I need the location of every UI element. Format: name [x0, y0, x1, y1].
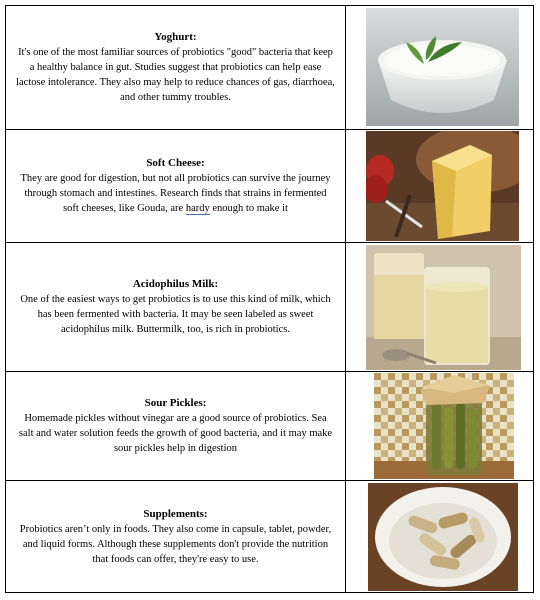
food-title: Yoghurt:	[154, 31, 197, 43]
table-row	[6, 6, 533, 129]
table-row	[6, 371, 533, 480]
description-cell	[6, 243, 346, 371]
food-description: Homemade pickles without vinegar are a good source of probiotics. Sea salt and water solution feeds the growth of good bacteria, and it may make sour pickles help in digestion	[18, 413, 333, 454]
food-description: They are good for digestion, but not all probiotics can survive the journey through stomach and intestines. Research finds that strains in fermented soft cheeses, like Gouda, are hardy enough to make it	[20, 173, 331, 214]
description-cell	[6, 6, 346, 129]
probiotics-table	[5, 5, 534, 593]
food-description: One of the easiest ways to get probiotics is to use this kind of milk, which has been fermented with bacteria. It may be seen labeled as sweet acidophilus milk. Buttermilk, too, is rich in probiotics.	[20, 294, 331, 335]
pickle-jar-image	[374, 373, 514, 479]
food-description: Probiotics aren’t only in foods. They also come in capsule, tablet, powder, and liquid forms. Although these supplements don't provide the nutrition that foods can offer, they're easy to use.	[19, 523, 332, 565]
food-title: Supplements:	[143, 507, 208, 520]
food-title: Sour Pickles:	[144, 397, 207, 409]
yoghurt-bowl-image	[366, 8, 519, 126]
cheese-wedge-image	[366, 131, 519, 241]
table-row	[6, 242, 533, 371]
description-cell	[6, 372, 346, 480]
table-row	[6, 129, 533, 242]
food-title: Soft Cheese:	[146, 157, 205, 169]
milk-glasses-image	[366, 245, 521, 370]
food-title: Acidophilus Milk:	[132, 278, 219, 290]
food-description: It's one of the most familiar sources of probiotics "good" bacteria that keep a healthy balance in gut. Studies suggest that probiotics can help ease lactose intolerance. They also may help to reduce chances of gas, diarrhoea, and other tummy troubles.	[16, 47, 335, 103]
description-cell	[6, 130, 346, 242]
spellcheck-word: hardy	[185, 203, 210, 214]
capsules-bowl-image	[368, 483, 518, 591]
table-row	[6, 480, 533, 592]
description-cell	[6, 481, 346, 592]
